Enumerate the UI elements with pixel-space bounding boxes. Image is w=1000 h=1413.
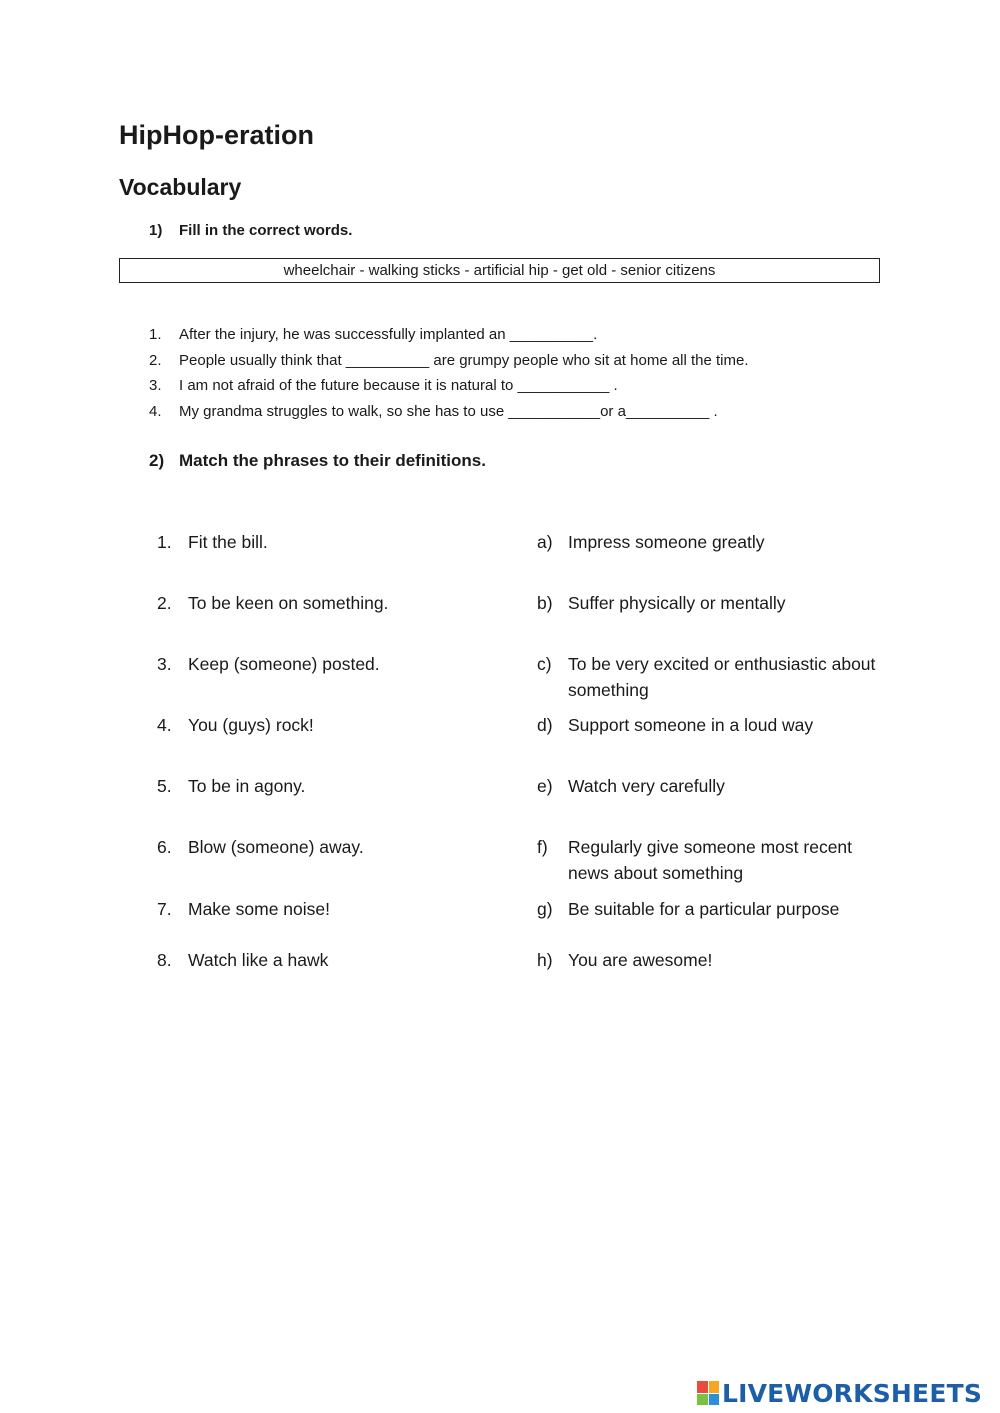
- definition-letter: g): [537, 899, 553, 919]
- phrase-text: Blow (someone) away.: [188, 837, 364, 857]
- item-text: After the injury, he was successfully implanted an __________.: [179, 326, 598, 343]
- definition-letter: a): [537, 532, 553, 552]
- phrase-number: 4.: [157, 715, 172, 735]
- phrase-number: 2.: [157, 593, 172, 613]
- item-text: People usually think that __________ are grumpy people who sit at home all the time.: [179, 351, 749, 369]
- definition-letter: f): [537, 837, 548, 857]
- phrase-number: 8.: [157, 950, 172, 970]
- phrase-text: Keep (someone) posted.: [188, 654, 380, 674]
- definition-text: Watch very carefully: [568, 776, 725, 796]
- definition-text: Support someone in a loud way: [568, 715, 814, 735]
- phrase-item: [157, 590, 388, 616]
- phrase-item: [157, 896, 330, 922]
- exercise-1-heading: [149, 222, 352, 239]
- item-number: 4.: [149, 402, 162, 420]
- definition-text: Regularly give someone most recent news about something: [568, 837, 853, 883]
- phrase-text: To be in agony.: [188, 776, 306, 796]
- definition-item: [537, 590, 877, 616]
- definition-text: Suffer physically or mentally: [568, 593, 786, 613]
- phrase-number: 1.: [157, 532, 172, 552]
- phrase-text: Make some noise!: [188, 899, 331, 919]
- item-number: 1.: [149, 326, 162, 343]
- logo-square-icon: [697, 1381, 708, 1393]
- definition-item: [537, 712, 877, 738]
- definition-item: [537, 947, 877, 973]
- phrase-item: [157, 651, 380, 677]
- logo-mark-icon: [697, 1381, 719, 1405]
- item-number: 3.: [149, 377, 162, 394]
- definition-item: [537, 773, 877, 799]
- definition-item: [537, 834, 877, 886]
- word-bank: wheelchair - walking sticks - artificial hip - get old - senior citizens: [119, 258, 880, 283]
- liveworksheets-logo: [697, 1378, 982, 1408]
- phrase-number: 5.: [157, 776, 172, 796]
- phrase-text: Watch like a hawk: [188, 950, 329, 970]
- logo-square-icon: [697, 1394, 708, 1406]
- phrase-text: To be keen on something.: [188, 593, 389, 613]
- phrase-item: [157, 712, 314, 738]
- definition-text: To be very excited or enthusiastic about something: [568, 654, 876, 700]
- section-title: Vocabulary: [119, 174, 242, 200]
- phrase-text: Fit the bill.: [188, 532, 268, 552]
- exercise-1-number: 1): [149, 222, 163, 239]
- exercise-2-number: 2): [149, 451, 165, 470]
- definition-letter: h): [537, 950, 553, 970]
- definition-letter: d): [537, 715, 553, 735]
- phrase-number: 3.: [157, 654, 172, 674]
- definition-letter: b): [537, 593, 553, 613]
- definition-item: [537, 896, 877, 922]
- definition-text: You are awesome!: [568, 950, 713, 970]
- list-item: [149, 322, 749, 348]
- definition-text: Impress someone greatly: [568, 532, 765, 552]
- list-item: [149, 373, 749, 399]
- definition-item: [537, 529, 877, 555]
- phrase-item: [157, 773, 305, 799]
- definition-letter: e): [537, 776, 553, 796]
- exercise-1-instruction: Fill in the correct words.: [179, 222, 353, 239]
- phrase-item: [157, 529, 268, 555]
- item-text: I am not afraid of the future because it is natural to ___________ .: [179, 377, 618, 394]
- item-number: 2.: [149, 351, 162, 369]
- phrase-text: You (guys) rock!: [188, 715, 314, 735]
- definition-letter: c): [537, 654, 552, 674]
- exercise-2-heading: [149, 451, 486, 471]
- list-item: [149, 348, 749, 374]
- logo-square-icon: [709, 1394, 720, 1406]
- phrase-item: [157, 947, 328, 973]
- logo-text: LIVEWORKSHEETS: [722, 1378, 983, 1408]
- fill-in-list: [149, 322, 749, 424]
- logo-square-icon: [709, 1381, 720, 1393]
- definition-item: [537, 651, 877, 703]
- phrase-item: [157, 834, 364, 860]
- item-text: My grandma struggles to walk, so she has to use ___________or a__________ .: [179, 402, 718, 420]
- phrase-number: 6.: [157, 837, 172, 857]
- exercise-2-instruction: Match the phrases to their definitions.: [179, 451, 486, 470]
- page-title: HipHop-eration: [119, 120, 314, 150]
- list-item: [149, 399, 749, 425]
- phrase-number: 7.: [157, 899, 172, 919]
- definition-text: Be suitable for a particular purpose: [568, 899, 840, 919]
